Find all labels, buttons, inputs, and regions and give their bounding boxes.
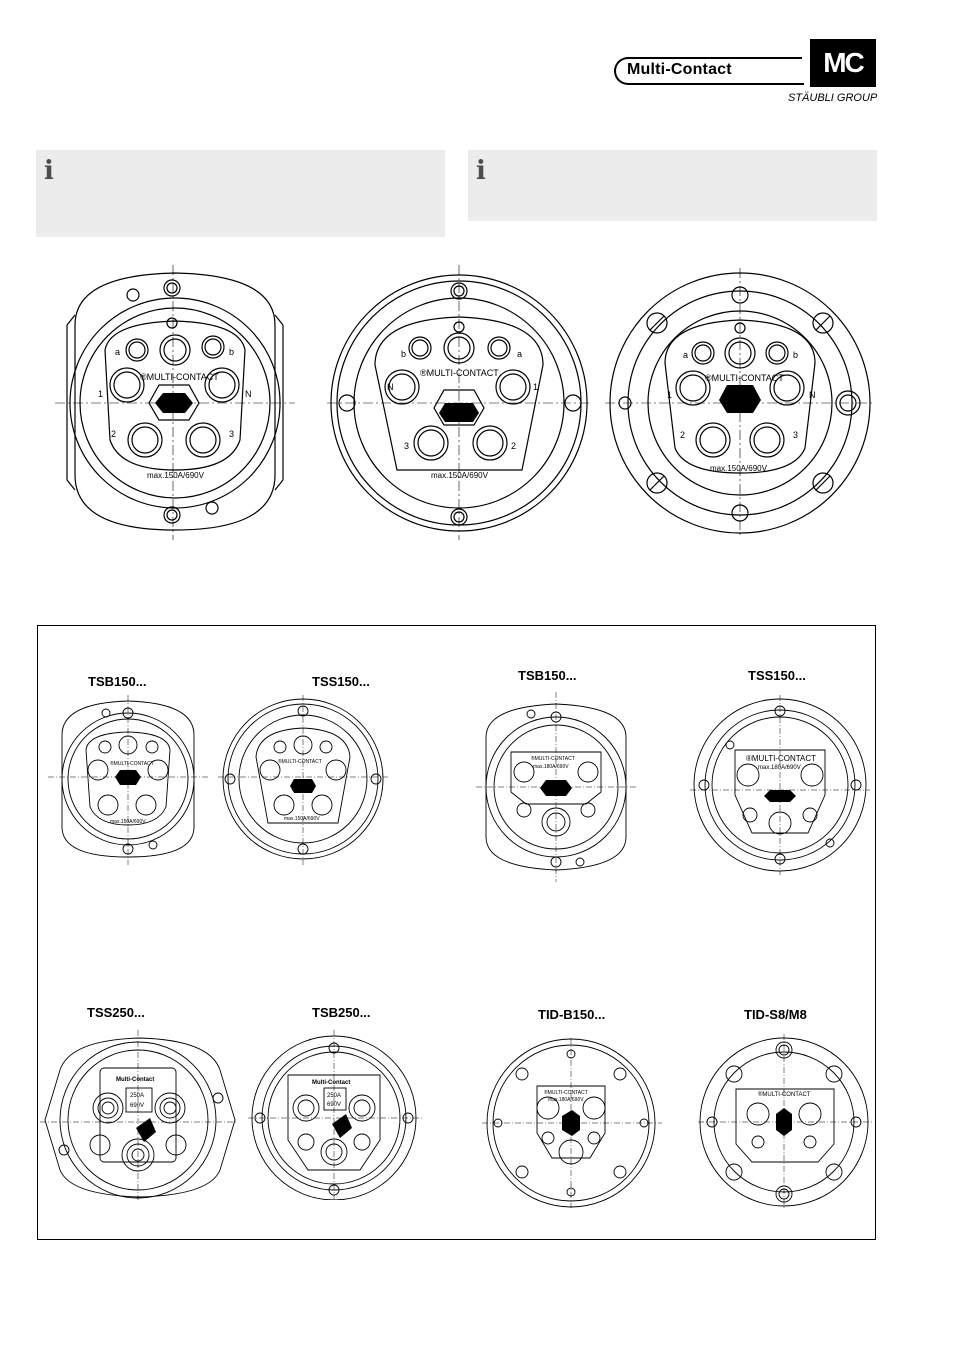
pin-label: a <box>517 349 523 359</box>
pin-label: b <box>793 350 799 360</box>
mc-logo: MC <box>810 39 876 87</box>
model-label: TID-B150... <box>538 1007 606 1022</box>
pin-label: a <box>683 350 689 360</box>
marking-text: ®MULTI-CONTACT <box>278 759 322 765</box>
tsb150-small-diagram <box>48 695 208 865</box>
marking-text: ®MULTI-CONTACT <box>140 372 219 382</box>
pin-label: 3 <box>793 430 799 440</box>
pin-label: 2 <box>680 430 686 440</box>
model-label: TID-S8/M8 <box>744 1007 807 1022</box>
model-label: TSB250... <box>312 1005 371 1020</box>
tss250-small-diagram <box>40 1030 238 1200</box>
model-label: TSB150... <box>88 674 147 689</box>
rating-text: max.150A/690V <box>284 816 320 822</box>
brand-name: Multi-Contact <box>627 61 732 78</box>
marking-text: ®MULTI-CONTACT <box>746 754 817 763</box>
marking-text: ®MULTI-CONTACT <box>758 1092 811 1098</box>
model-label: TSS150... <box>312 674 370 689</box>
rating-text: max.150A/690V <box>431 471 488 480</box>
pin-label: N <box>387 382 394 392</box>
pin-label: b <box>229 347 235 357</box>
rating-text: max.180A/690V <box>758 765 801 771</box>
pin-label: b <box>401 349 407 359</box>
brand-underline <box>628 83 804 85</box>
marking-text: ®MULTI-CONTACT <box>544 1090 588 1096</box>
marking-text: ®MULTI-CONTACT <box>110 761 154 767</box>
pin-label: 2 <box>511 441 517 451</box>
info-icon: i <box>476 156 486 186</box>
pin-label: 3 <box>404 441 410 451</box>
volt-text: 690V <box>327 1102 342 1108</box>
amp-text: 250A <box>130 1093 145 1099</box>
pin-label: a <box>115 347 121 357</box>
model-label: TSS250... <box>87 1005 145 1020</box>
pin-label: 1 <box>98 389 104 399</box>
rating-text: max.150A/690V <box>147 471 204 480</box>
tss150-small-diagram <box>218 695 388 865</box>
pin-label: 3 <box>229 429 235 439</box>
socket-diagram-tss-large <box>327 265 592 540</box>
info-box-right <box>468 150 877 221</box>
model-label: TSS150... <box>748 668 806 683</box>
info-box-left <box>36 150 445 237</box>
model-label: TSB150... <box>518 668 577 683</box>
tid-s8-m8-small-diagram <box>698 1034 873 1210</box>
tss150-alt-small-diagram <box>690 695 870 875</box>
marking-text: ®MULTI-CONTACT <box>705 373 784 383</box>
pin-label: 2 <box>111 429 117 439</box>
pin-label: N <box>245 389 252 399</box>
tsb150-alt-small-diagram <box>476 692 636 882</box>
marking-text: Multi-Contact <box>116 1077 155 1083</box>
rating-text: max.180A/690V <box>533 764 569 770</box>
socket-diagram-round-bolted <box>605 268 875 538</box>
tid-b150-small-diagram <box>482 1038 662 1208</box>
marking-text: ®MULTI-CONTACT <box>420 368 499 378</box>
rating-text: max.180A/690V <box>548 1097 584 1103</box>
info-icon: i <box>44 156 54 186</box>
amp-text: 250A <box>327 1093 342 1099</box>
pin-label: N <box>809 390 816 400</box>
marking-text: Multi-Contact <box>312 1080 351 1086</box>
rating-text: max.150A/690V <box>710 464 767 473</box>
pin-label: 1 <box>667 390 673 400</box>
socket-diagram-tsb-large <box>55 265 295 540</box>
rating-text: max.150A/690V <box>110 819 146 825</box>
pin-label: 1 <box>533 382 539 392</box>
group-name: STÄUBLI GROUP <box>788 92 878 104</box>
tsb250-small-diagram <box>248 1030 423 1200</box>
marking-text: ®MULTI-CONTACT <box>531 756 575 762</box>
volt-text: 690V <box>130 1103 145 1109</box>
